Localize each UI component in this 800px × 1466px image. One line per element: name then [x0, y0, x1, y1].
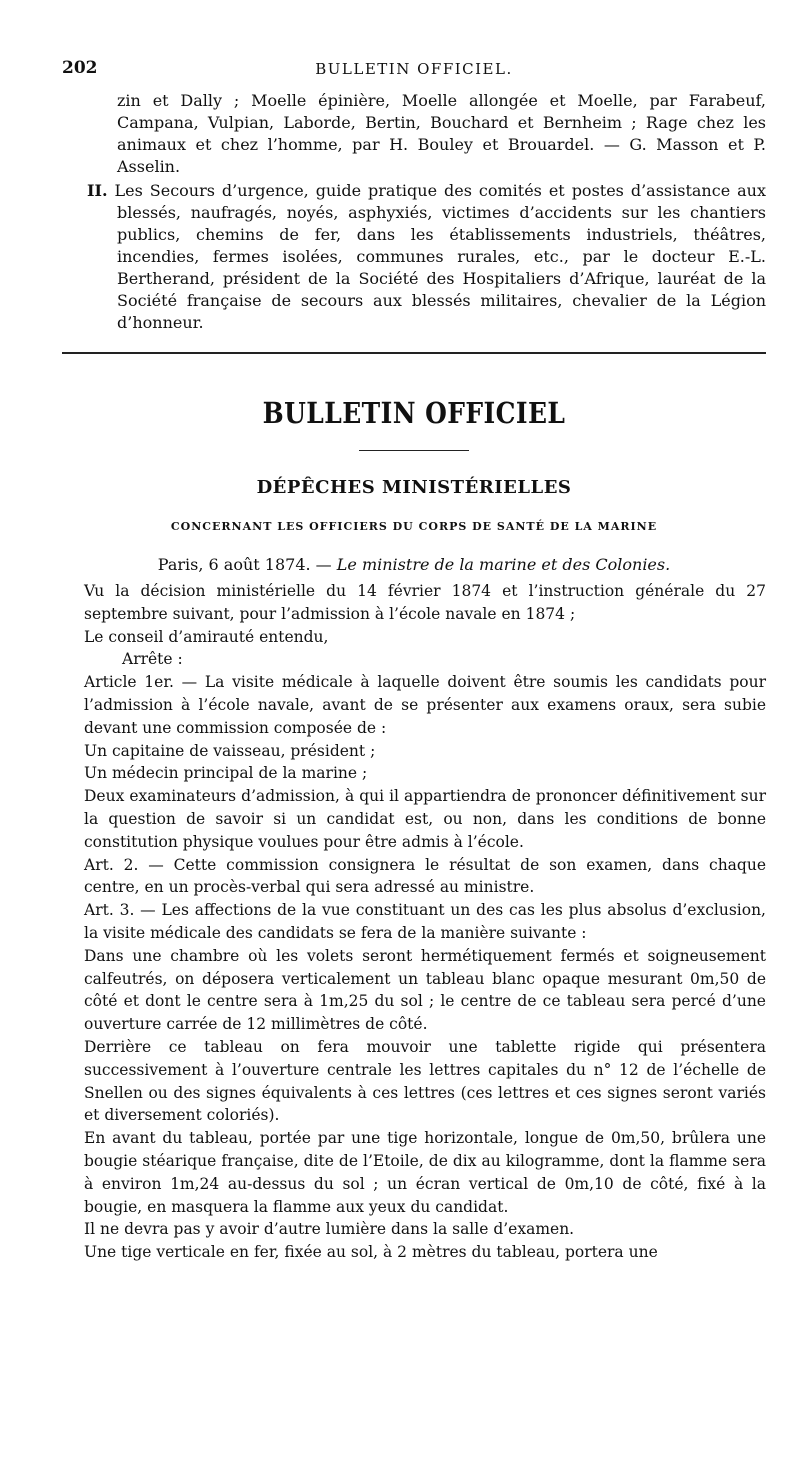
page-number: 202: [62, 58, 98, 78]
paragraph: Dans une chambre où les volets seront hermétiquement fermés et soigneusement calfeutrés, on déposera verticalement un tableau blanc opaque mesurant 0m,50 de côté et dont le centre sera à 1m,25 du sol ; le centre de ce tableau sera percé d’une ouverture carrée de 12 millimètres de côté.: [84, 946, 766, 1034]
paragraph: En avant du tableau, portée par une tige horizontale, longue de 0m,50, brûlera une bougie stéarique française, dite de l’Etoile, de dix au kilogramme, dont la flamme sera à environ 1m,24 au-dessus du sol ; un écran vertical de 0m,10 de côté, fixé à la bougie, en masquera la flamme aux yeux du candidat.: [84, 1129, 766, 1216]
reference-continuation: zin et Dally ; Moelle épinière, Moelle allongée et Moelle, par Farabeuf, Campana, Vulpian, Laborde, Bertin, Bouchard et Bernheim ; Rage chez les animaux et chez l’homme, par H. Bouley et Brouardel. — G. Masson et P. Asselin.: [117, 91, 766, 176]
paragraph: Art. 3. — Les affections de la vue constituant un des cas les plus absolus d’exclusion, la visite médicale des candidats se fera de la manière suivante :: [84, 901, 766, 942]
section-title: DÉPÊCHES MINISTÉRIELLES: [256, 477, 572, 498]
paragraph: Un capitaine de vaisseau, président ;: [84, 741, 376, 760]
paragraph: Un médecin principal de la marine ;: [84, 764, 368, 783]
running-head: [62, 58, 766, 90]
paragraph: Il ne devra pas y avoir d’autre lumière dans la salle d’examen.: [84, 1220, 575, 1239]
title-rule: [359, 450, 469, 451]
paragraph: Article 1er. — La visite médicale à laquelle doivent être soumis les candidats pour l’admission à l’école navale, avant de se présenter aux examens oraux, sera subie devant une commission composée de :: [84, 673, 766, 737]
document-page: [62, 58, 766, 1264]
bulletin-title: BULLETIN OFFICIEL: [262, 396, 566, 430]
paragraph: Une tige verticale en fer, fixée au sol, à 2 mètres du tableau, portera une: [84, 1243, 658, 1262]
paragraph: Le conseil d’amirauté entendu,: [84, 627, 329, 646]
dateline: [62, 555, 766, 574]
paragraph: Derrière ce tableau on fera mouvoir une tablette rigide qui présentera successivement à l’ouverture centrale les lettres capitales du n° 12 de l’échelle de Snellen ou des signes équivalents à ces lettres (ces lettres et ces signes seront variés et diversement coloriés).: [84, 1037, 766, 1125]
paragraph: Vu la décision ministérielle du 14 février 1874 et l’instruction générale du 27 septembre suivant, pour l’admission à l’école navale en 1874 ;: [84, 582, 766, 623]
paragraph: Deux examinateurs d’admission, à qui il appartiendra de prononcer définitivement sur la question de savoir si un candidat est, ou non, dans les conditions de bonne constitution physique voulues pour être admis à l’école.: [84, 787, 766, 851]
paragraph: Arrête :: [122, 650, 183, 669]
dateline-place: Paris, 6 août 1874. —: [157, 555, 332, 574]
section-divider: [62, 352, 766, 354]
reference-item-text: Les Secours d’urgence, guide pratique des comités et postes d’assistance aux blessés, naufragés, noyés, asphyxiés, victimes d’accidents sur les chantiers publics, chemins de fer, dans les établissements industriels, théâtres, incendies, fermes isolées, communes rurales, etc., par le docteur E.-L. Bertherand, président de la Société des Hospitaliers d’Afrique, lauréat de la Société française de secours aux blessés militaires, chevalier de la Légion d’honneur.: [114, 181, 766, 332]
paragraph: Art. 2. — Cette commission consignera le résultat de son examen, dans chaque centre, en un procès-verbal qui sera adressé au ministre.: [84, 855, 766, 897]
dateline-author: Le ministre de la marine et des Colonies.: [336, 555, 671, 574]
reference-item: [62, 180, 766, 334]
reference-item-number: II.: [87, 181, 108, 200]
decree-body: [62, 580, 766, 1264]
section-subtitle: CONCERNANT LES OFFICIERS DU CORPS DE SANTÉ DE LA MARINE: [170, 520, 658, 533]
running-title: BULLETIN OFFICIEL.: [315, 60, 513, 78]
